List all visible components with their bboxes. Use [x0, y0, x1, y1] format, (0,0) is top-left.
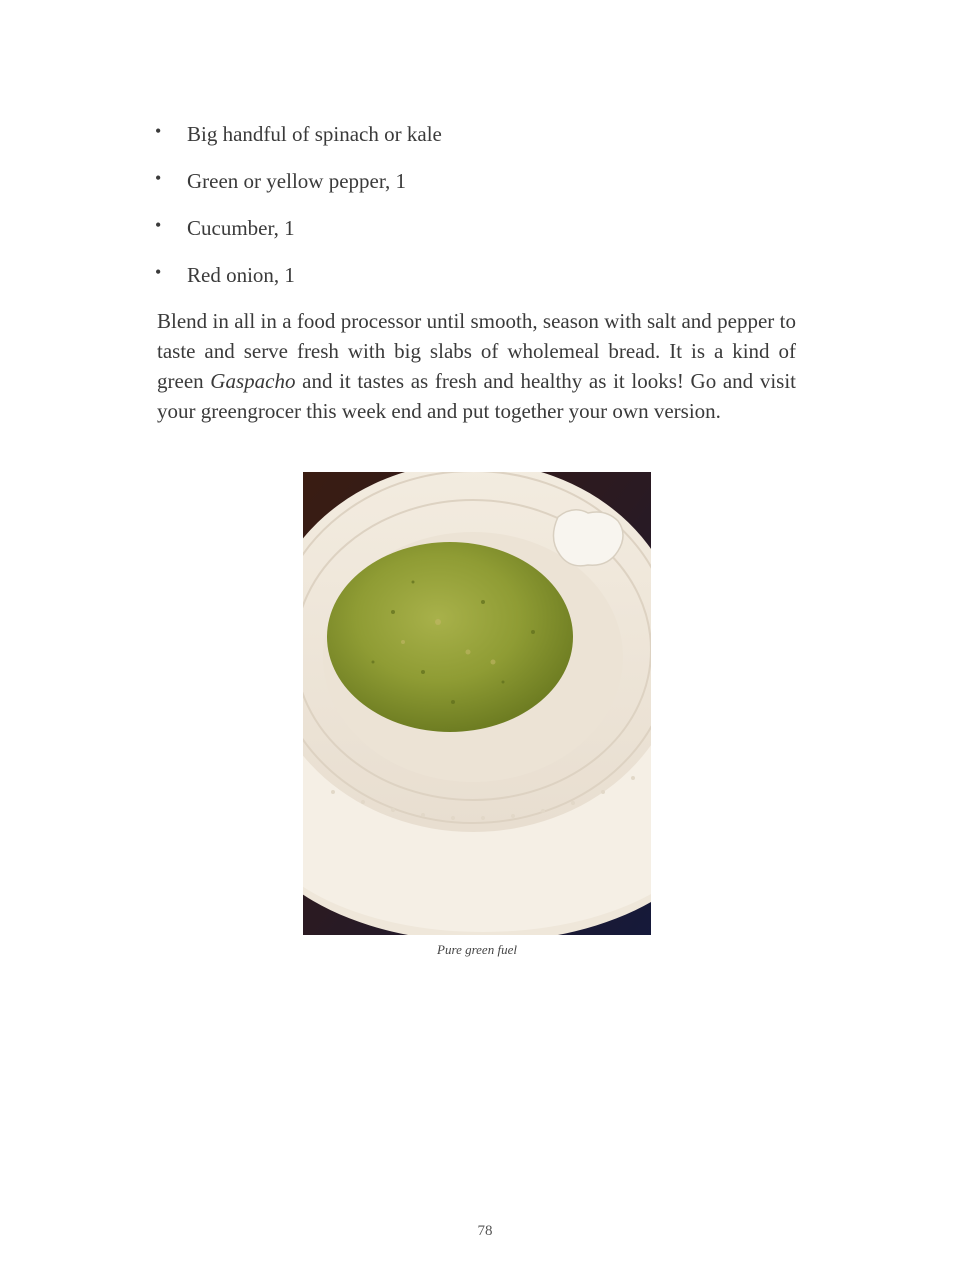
ingredient-text: Green or yellow pepper, 1: [187, 169, 406, 193]
list-item: [155, 118, 795, 165]
ingredient-text: Cucumber, 1: [187, 216, 295, 240]
list-item: [155, 259, 795, 306]
ingredient-list: [155, 118, 795, 306]
bullet-icon: •: [155, 168, 162, 188]
list-item: [155, 165, 795, 212]
paragraph-text-end: and it tastes as fresh and healthy as it looks! Go and visit your greengrocer this week end and put together your own version.: [157, 369, 797, 423]
body-paragraph: [157, 306, 796, 426]
figure-caption: Pure green fuel: [437, 942, 517, 957]
page-number: 78: [477, 1223, 493, 1239]
soup-bowl-image: [303, 472, 651, 935]
paragraph-text-start: Blend in all in a food processor until smooth, season with salt and pepper to taste and serve fresh with big slabs of wholemeal bread. It is a kind of green: [157, 309, 796, 393]
ingredient-text: Red onion, 1: [187, 263, 295, 287]
soup-photo: [303, 472, 651, 935]
dish-name-italic: Gaspacho: [210, 369, 296, 393]
ingredient-text: Big handful of spinach or kale: [187, 122, 442, 146]
bullet-icon: •: [155, 262, 162, 282]
bullet-icon: •: [155, 121, 162, 141]
bullet-icon: •: [155, 215, 162, 235]
list-item: [155, 212, 795, 259]
